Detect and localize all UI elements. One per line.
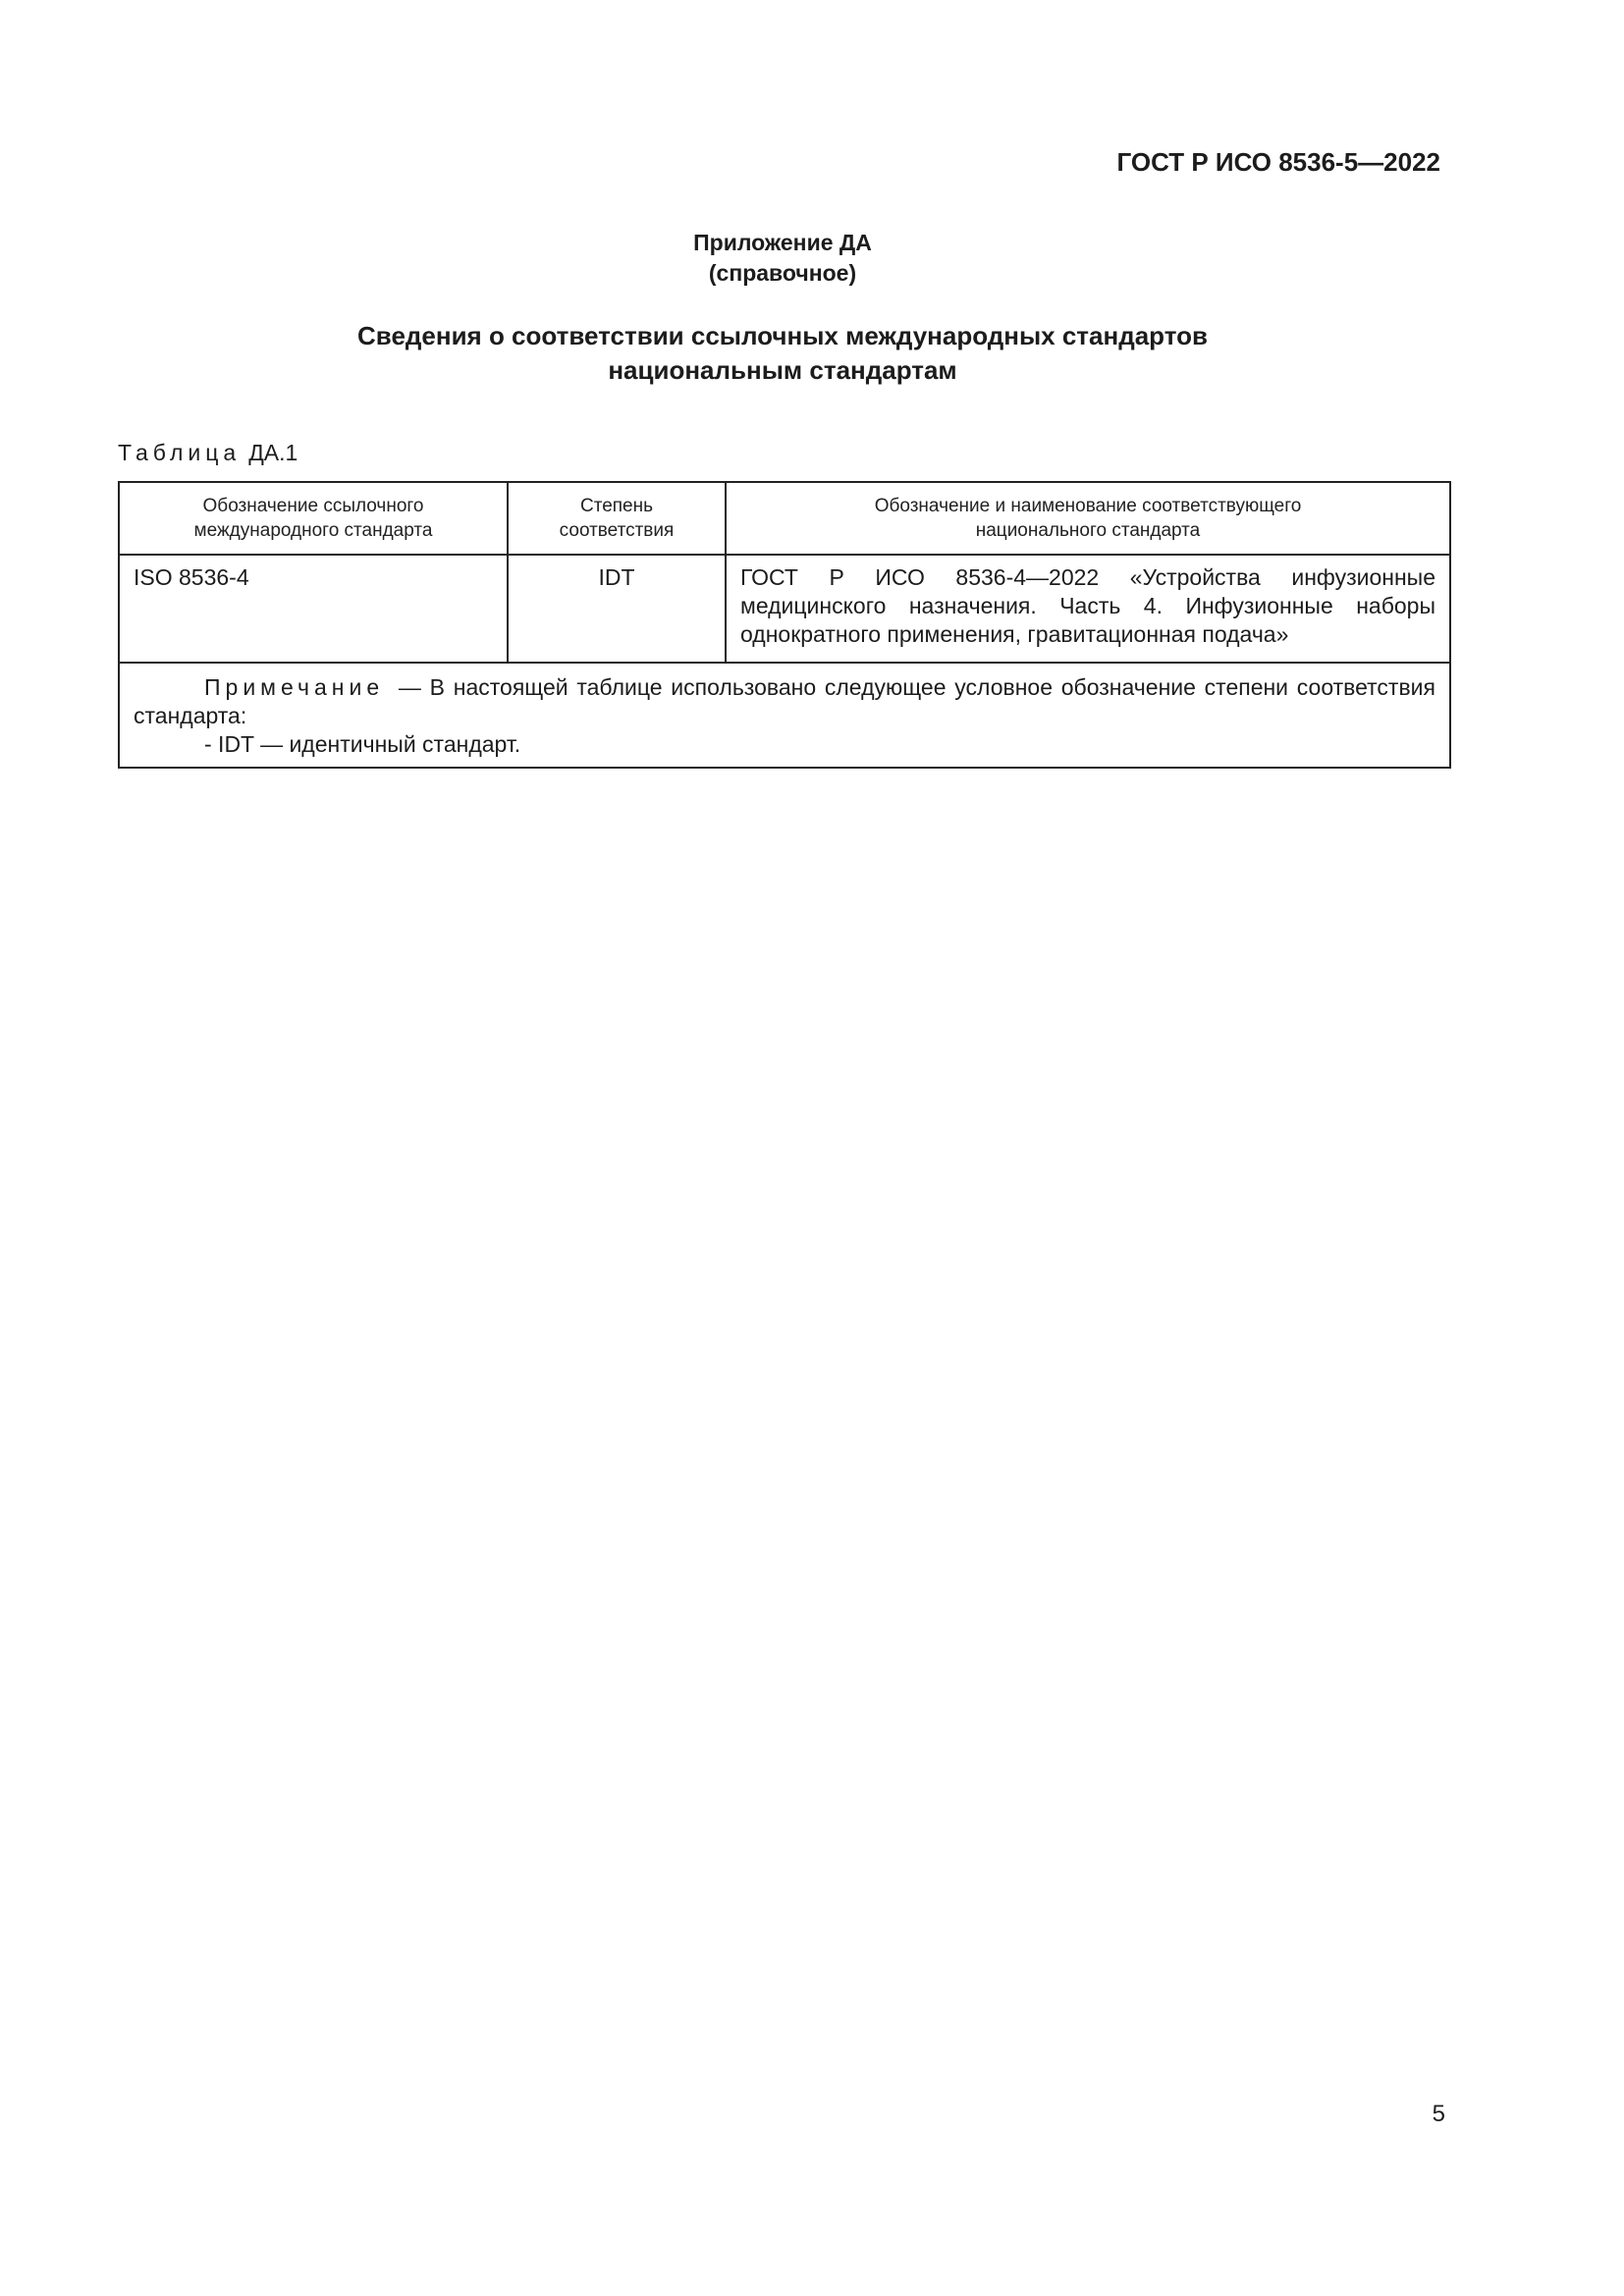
header-national-standard-line-1: Обозначение и наименование соответствующего [874,496,1302,516]
table-caption-number: ДА.1 [248,440,298,465]
table-caption-word: Таблица [118,440,242,465]
header-reference-standard-line-1: Обозначение ссылочного [202,496,424,516]
header-reference-standard [119,482,508,555]
section-title-line-1: Сведения о соответствии ссылочных международных стандартов [357,321,1208,350]
page-number: 5 [1432,2101,1445,2127]
header-degree-line-1: Степень [579,496,654,516]
degree-value: IDT [598,564,635,590]
header-national-standard [726,482,1450,555]
reference-standard-value: ISO 8536-4 [134,564,249,590]
correspondence-table [118,481,1451,769]
note-body: — В настоящей таблице использовано следующее условное обозначение степени соответствия стандарта: [134,674,1435,728]
cell-reference-standard [119,555,508,663]
header-degree [508,482,726,555]
appendix-type: (справочное) [708,260,857,286]
appendix-heading [0,228,1565,289]
header-national-standard-line-2: национального стандарта [975,520,1201,541]
cell-degree [508,555,726,663]
table-row [119,555,1450,663]
note-item: - IDT — идентичный стандарт. [204,731,521,757]
table-note-row [119,663,1450,768]
header-degree-line-2: соответствия [559,520,675,541]
cell-national-standard [726,555,1450,663]
table-note [119,663,1450,768]
table-caption [118,440,298,466]
national-standard-value: ГОСТ Р ИСО 8536-4—2022 «Устройства инфузионные медицинского назначения. Часть 4. Инфузионные наборы однократного применения, гравитационная подача» [740,564,1435,647]
note-text [134,673,1435,730]
table-header-row [119,482,1450,555]
note-label: Примечание [204,674,385,700]
appendix-label: Приложение ДА [693,230,872,255]
section-title-line-2: национальным стандартам [608,355,957,385]
header-reference-standard-line-2: международного стандарта [193,520,433,541]
section-title [0,319,1565,388]
document-code: ГОСТ Р ИСО 8536-5—2022 [1116,147,1440,177]
